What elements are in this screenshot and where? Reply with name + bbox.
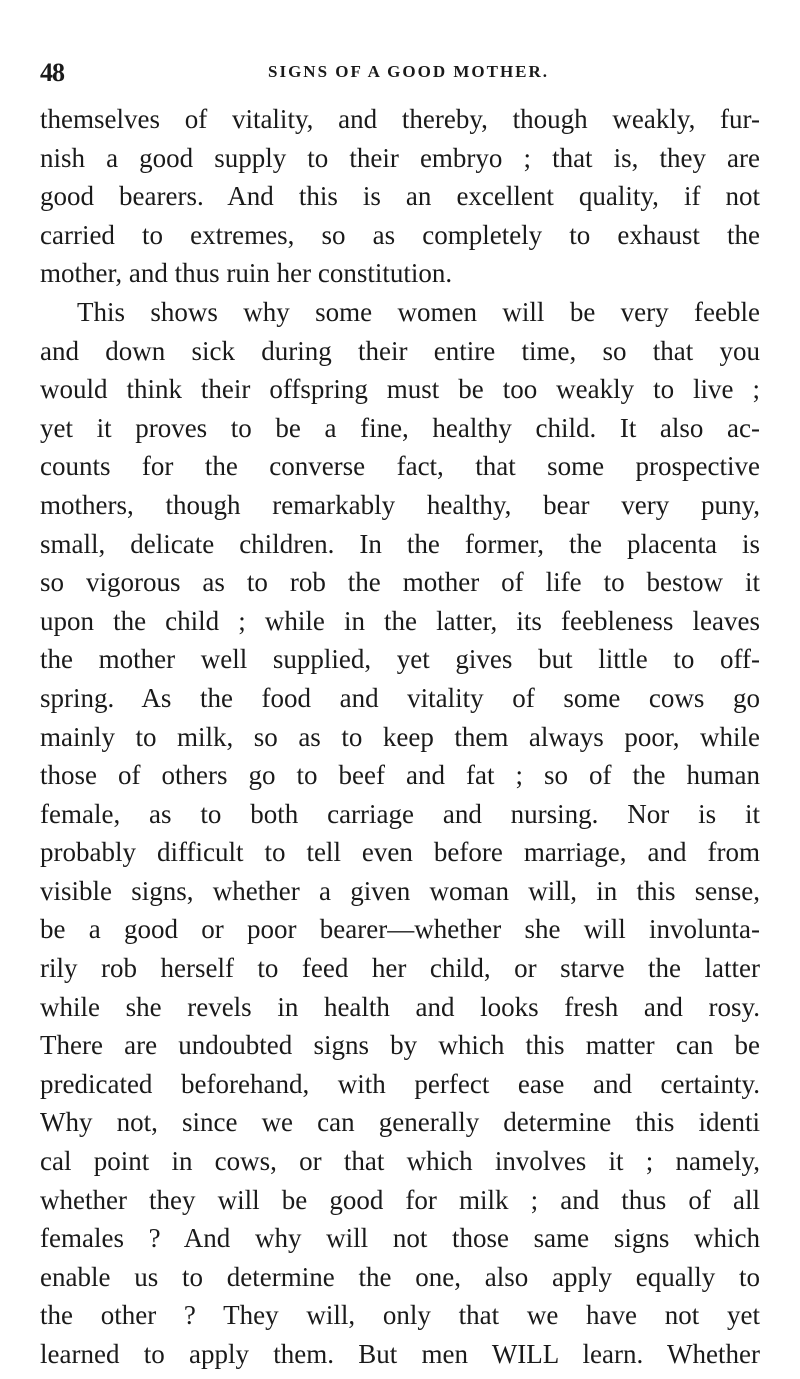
body-text (40, 100, 760, 1374)
text-line: There are undoubted signs by which this matter can be (40, 1030, 760, 1061)
text-line: counts for the converse fact, that some prospective (40, 451, 760, 482)
text-line: learned to apply them. But men WILL learn. Whether (40, 1339, 760, 1369)
text-line: themselves of vitality, and thereby, though weakly, fur- (40, 104, 760, 134)
text-line: upon the child ; while in the latter, its feebleness leaves (40, 605, 760, 636)
text-line: spring. As the food and vitality of some cows go (40, 682, 760, 713)
text-line: carried to extremes, so as completely to exhaust the (40, 219, 760, 250)
text-line: enable us to determine the one, also apply equally to (40, 1261, 760, 1292)
text-line: the other ? They will, only that we have not yet (40, 1300, 760, 1331)
text-line: This shows why some women will be very feeble (77, 296, 760, 327)
text-line: the mother well supplied, yet gives but little to off- (40, 644, 760, 675)
text-line: mainly to milk, so as to keep them always poor, while (40, 721, 760, 752)
text-line: mother, and thus ruin her constitution. (40, 258, 453, 289)
text-line: nish a good supply to their embryo ; that is, they are (40, 142, 760, 173)
text-line: cal point in cows, or that which involves it ; namely, (40, 1146, 760, 1177)
page-header (40, 58, 760, 88)
text-line: so vigorous as to rob the mother of life to bestow it (40, 567, 760, 598)
text-line: and down sick during their entire time, so that you (40, 335, 760, 366)
text-line: females ? And why will not those same signs which (40, 1223, 760, 1254)
text-line: whether they will be good for milk ; and thus of all (40, 1184, 760, 1215)
text-line: visible signs, whether a given woman will, in this sense, (40, 875, 760, 906)
text-line: good bearers. And this is an excellent quality, if not (40, 181, 760, 212)
text-line: would think their offspring must be too weakly to live ; (40, 374, 760, 405)
text-line: rily rob herself to feed her child, or starve the latter (40, 953, 760, 984)
text-line: Why not, since we can generally determine this identi (40, 1107, 760, 1138)
text-line: be a good or poor bearer—whether she will involunta- (40, 914, 760, 945)
text-line: predicated beforehand, with perfect ease and certainty. (40, 1068, 760, 1099)
text-line: those of others go to beef and fat ; so of the human (40, 760, 760, 791)
text-line: while she revels in health and looks fresh and rosy. (40, 991, 760, 1022)
text-line: probably difficult to tell even before marriage, and from (40, 837, 760, 868)
text-line: yet it proves to be a fine, healthy child. It also ac- (40, 412, 760, 443)
text-line: small, delicate children. In the former, the placenta is (40, 528, 760, 559)
text-line: female, as to both carriage and nursing. Nor is it (40, 798, 760, 829)
running-head: SIGNS OF A GOOD MOTHER. (268, 62, 550, 81)
text-line: mothers, though remarkably healthy, bear very puny, (40, 489, 760, 520)
page-number: 48 (40, 58, 64, 87)
